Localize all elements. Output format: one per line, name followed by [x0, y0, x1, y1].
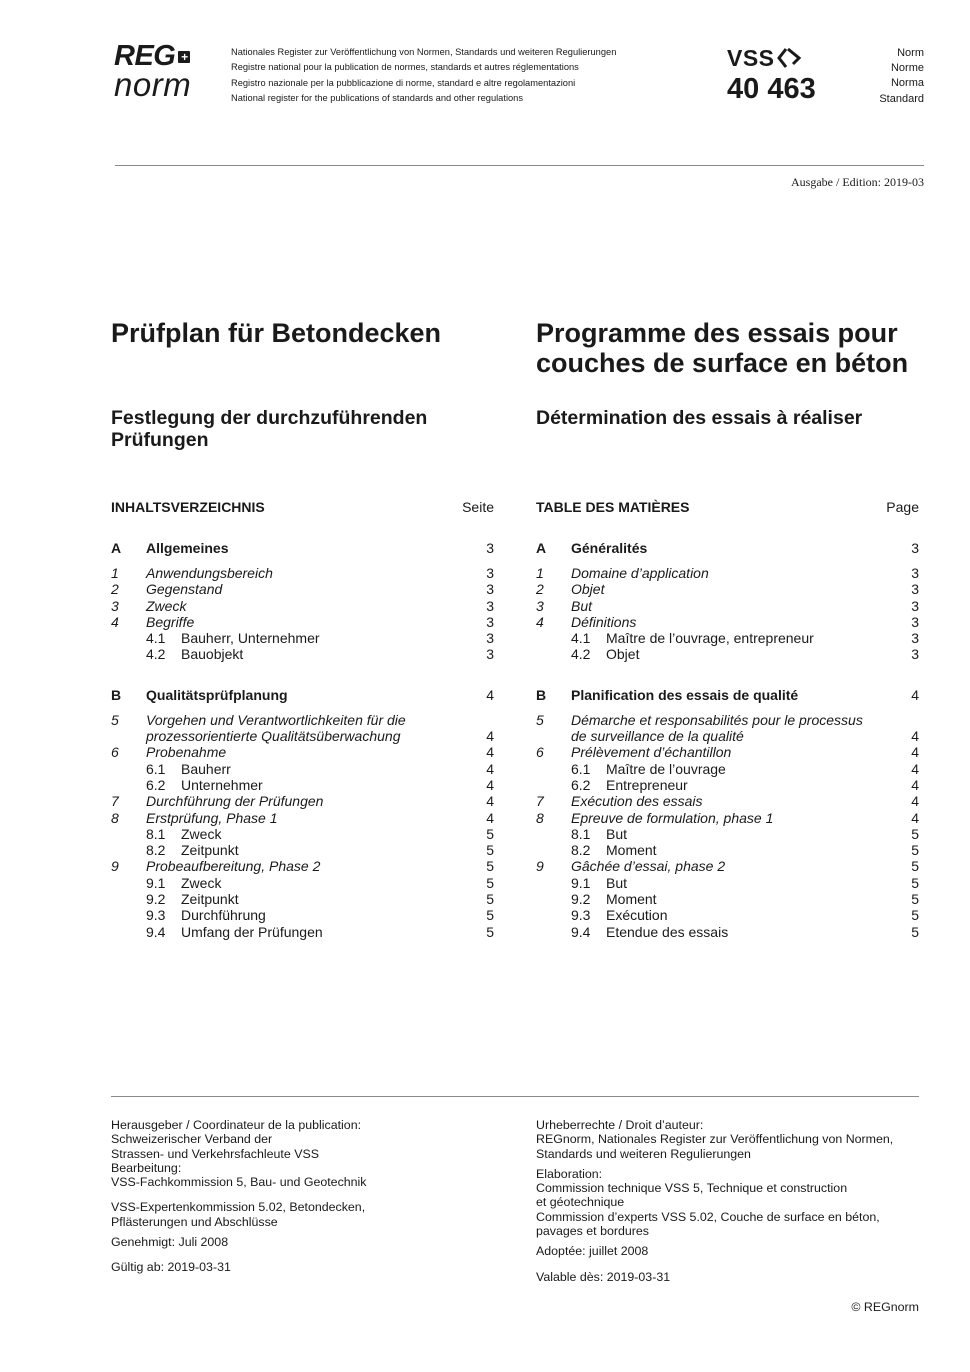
subitem-label: Bauherr [181, 760, 231, 777]
item-number: 2 [111, 581, 119, 598]
register-line: Registre national pour la publication de normes, standards et autres réglementations [231, 62, 579, 73]
regnorm-logo [114, 40, 214, 103]
logo-reg-text: REG [114, 40, 176, 72]
subitem-label: Zweck [181, 874, 222, 891]
copyright-line: REGnorm, Nationales Register zur Veröffentlichung von Normen, [536, 1132, 894, 1147]
item-label: prozessorientierte Qualitätsüberwachung [146, 728, 401, 745]
item-label: de surveillance de la qualité [571, 728, 744, 745]
subtitle-de-line: Festlegung der durchzuführenden [111, 407, 428, 429]
subitem-label: Entrepreneur [606, 776, 688, 793]
subitem-label: Maître de l’ouvrage [606, 760, 726, 777]
subitem-number: 9.3 [571, 907, 591, 924]
item-number: 5 [536, 711, 544, 728]
toc-item[interactable] [111, 744, 494, 760]
subitem-number: 4.1 [146, 630, 166, 647]
toc-subitem[interactable] [536, 826, 919, 842]
item-label: Zweck [146, 597, 187, 614]
subitem-label: Unternehmer [181, 776, 263, 793]
subitem-number: 4.1 [571, 630, 591, 647]
page-number: 4 [486, 760, 494, 777]
page-number: 3 [486, 581, 494, 598]
subitem-number: 9.2 [571, 891, 591, 908]
toc-item[interactable] [111, 598, 494, 614]
toc-item[interactable] [111, 858, 494, 874]
item-number: 3 [111, 597, 119, 614]
item-number: 8 [536, 809, 544, 826]
page-number: 3 [486, 565, 494, 581]
item-number: 8 [111, 809, 119, 826]
toc-subitem[interactable] [111, 842, 494, 858]
toc-item[interactable] [111, 614, 494, 630]
vss-logo-text: VSS [727, 45, 775, 71]
toc-subitem[interactable] [111, 826, 494, 842]
item-number: 4 [111, 613, 119, 630]
vss-logo [727, 45, 816, 71]
title-fr-line: couches de surface en béton [536, 348, 909, 378]
subitem-number: 9.3 [146, 907, 166, 924]
item-number: 9 [111, 858, 119, 875]
processing-label: Bearbeitung: [111, 1160, 182, 1175]
item-number: 3 [536, 597, 544, 614]
copyright-label: Urheberrechte / Droit d’auteur: [536, 1118, 704, 1132]
page-number: 5 [911, 858, 919, 875]
subitem-number: 4.2 [146, 646, 166, 663]
norm-type-labels [879, 46, 924, 107]
toc-header [536, 499, 919, 516]
page-number: 4 [911, 793, 919, 810]
item-number: 7 [536, 793, 544, 810]
item-number: 7 [111, 793, 119, 810]
page-number: 4 [911, 744, 919, 761]
toc-item[interactable] [536, 793, 919, 809]
subitem-label: Zweck [181, 825, 222, 842]
page-number: 3 [486, 613, 494, 630]
toc-subitem[interactable] [111, 891, 494, 907]
subitem-label: Objet [606, 646, 640, 663]
subitem-number: 8.2 [146, 842, 166, 859]
title-de: Prüfplan für Betondecken [111, 318, 442, 348]
toc-section-b[interactable] [536, 687, 919, 704]
page-number: 5 [911, 874, 919, 891]
section-letter: B [111, 686, 122, 703]
page-number: 3 [911, 646, 919, 663]
edition-label: Ausgabe / Edition: 2019-03 [791, 175, 924, 189]
toc-section-a[interactable] [111, 540, 494, 557]
publisher-line: Schweizerischer Verband der [111, 1132, 273, 1147]
toc-item[interactable] [536, 858, 919, 874]
page-number: 3 [911, 630, 919, 647]
toc-subitem[interactable] [536, 630, 919, 646]
toc-subitem[interactable] [536, 875, 919, 891]
subitem-number: 9.1 [146, 874, 166, 891]
toc-subitem[interactable] [536, 777, 919, 793]
item-number: 6 [536, 744, 544, 761]
item-label: Domaine d’application [571, 565, 709, 581]
page-number: 4 [486, 809, 494, 826]
toc-section-b[interactable] [111, 687, 494, 704]
subitem-number: 6.2 [146, 776, 166, 793]
subitem-number: 9.4 [571, 923, 591, 940]
page-number: 5 [486, 891, 494, 908]
section-letter: A [111, 540, 122, 556]
swiss-cross-icon: + [178, 51, 190, 63]
subitem-number: 4.2 [571, 646, 591, 663]
subitem-label: Zeitpunkt [181, 842, 239, 859]
page-number: 5 [911, 842, 919, 859]
item-number: 9 [536, 858, 544, 875]
item-number: 5 [111, 711, 119, 728]
item-number: 6 [111, 744, 119, 761]
subitem-number: 9.4 [146, 923, 166, 940]
page-number: 5 [486, 842, 494, 859]
register-line: National register for the publications of standards and other regulations [231, 92, 523, 103]
publisher-label: Herausgeber / Coordinateur de la publication: [111, 1118, 362, 1132]
subitem-number: 6.1 [146, 760, 166, 777]
subtitle-de [111, 407, 427, 451]
subitem-label: Umfang der Prüfungen [181, 923, 323, 940]
title-fr-line: Programme des essais pour [536, 318, 898, 348]
subitem-label: Moment [606, 891, 657, 908]
page-number: 4 [486, 728, 494, 745]
processing-line: VSS-Fachkommission 5, Bau- und Geotechnik [111, 1175, 367, 1190]
title-fr [536, 318, 908, 378]
header-divider [115, 165, 924, 166]
toc-item[interactable] [111, 565, 494, 581]
page-number: 3 [486, 630, 494, 647]
item-number: 2 [536, 581, 544, 598]
section-letter: B [536, 686, 547, 703]
approved-date: Genehmigt: Juli 2008 [111, 1235, 229, 1250]
elaboration-label: Elaboration: [536, 1166, 603, 1181]
toc-subitem[interactable] [536, 761, 919, 777]
footer-left [111, 1118, 501, 1275]
page-number: 4 [911, 728, 919, 745]
toc-subitem[interactable] [111, 907, 494, 923]
subitem-label: Bauherr, Unternehmer [181, 630, 320, 647]
toc-subitem[interactable] [536, 891, 919, 907]
subtitle-de-line: Prüfungen [111, 429, 209, 451]
valid-date: Gültig ab: 2019-03-31 [111, 1260, 231, 1275]
toc-item[interactable] [111, 712, 494, 728]
elaboration-line: et géotechnique [536, 1195, 625, 1210]
footer-right [536, 1118, 926, 1284]
toc-section-a[interactable] [536, 540, 919, 557]
toc-subitem[interactable] [111, 924, 494, 940]
section-label: Qualitätsprüfplanung [146, 686, 288, 703]
toc-subitem[interactable] [111, 630, 494, 646]
subitem-label: Moment [606, 842, 657, 859]
toc-item[interactable] [536, 581, 919, 597]
valid-date: Valable dès: 2019-03-31 [536, 1269, 671, 1284]
item-label: Erstprüfung, Phase 1 [146, 809, 278, 826]
item-label: Exécution des essais [571, 793, 703, 810]
toc-item[interactable] [111, 793, 494, 809]
page-number: 4 [486, 793, 494, 810]
norm-word: Norma [890, 77, 924, 90]
page-number: 5 [486, 825, 494, 842]
copyright-mark: © REGnorm [851, 1300, 919, 1314]
subitem-number: 6.2 [571, 776, 591, 793]
elaboration-line: Commission d’experts VSS 5.02, Couche de surface en béton, [536, 1209, 880, 1224]
page-number: 3 [911, 613, 919, 630]
logo-norm-text: norm [114, 66, 192, 103]
page-number: 3 [911, 565, 919, 581]
toc-item[interactable] [111, 810, 494, 826]
vss-block [727, 45, 816, 105]
toc-fr [536, 499, 919, 940]
subitem-number: 8.1 [571, 825, 591, 842]
toc-subitem[interactable] [536, 842, 919, 858]
toc-subitem[interactable] [111, 875, 494, 891]
toc-item-continuation[interactable] [536, 728, 919, 744]
subitem-number: 9.1 [571, 874, 591, 891]
toc-item[interactable] [536, 565, 919, 581]
page-number: 5 [911, 907, 919, 924]
page-number: 5 [486, 923, 494, 940]
section-label: Allgemeines [146, 540, 229, 556]
subitem-label: Durchführung [181, 907, 266, 924]
subitem-number: 6.1 [571, 760, 591, 777]
subitem-number: 9.2 [146, 891, 166, 908]
page-number: 3 [486, 540, 494, 556]
item-number: 1 [111, 565, 119, 581]
norm-word: Norme [890, 62, 924, 75]
page-number: 5 [911, 923, 919, 940]
item-label: Begriffe [146, 613, 195, 630]
item-label: Démarche et responsabilités pour le processus [571, 711, 863, 728]
page-number: 4 [911, 809, 919, 826]
page-number: 3 [911, 581, 919, 598]
toc-subitem[interactable] [111, 646, 494, 662]
item-label: Probeaufbereitung, Phase 2 [146, 858, 321, 875]
toc-item[interactable] [536, 614, 919, 630]
toc-header [111, 499, 494, 516]
toc-page-label: Page [886, 499, 919, 515]
page-number: 3 [486, 597, 494, 614]
norm-word: Standard [879, 92, 924, 105]
toc-subitem[interactable] [536, 646, 919, 662]
publisher-line: Strassen- und Verkehrsfachleute VSS [111, 1146, 320, 1161]
item-label: Objet [571, 581, 605, 598]
page-number: 4 [486, 776, 494, 793]
item-label: Vorgehen und Verantwortlichkeiten für die [146, 711, 406, 728]
toc-subitem[interactable] [111, 761, 494, 777]
page-number: 5 [911, 891, 919, 908]
subitem-label: Bauobjekt [181, 646, 244, 663]
vss-arrows-icon [777, 47, 803, 69]
page-number: 3 [486, 646, 494, 663]
toc-title: TABLE DES MATIÈRES [536, 499, 690, 515]
norm-word: Norm [897, 47, 924, 59]
page-number: 5 [486, 874, 494, 891]
subitem-label: But [606, 874, 628, 891]
toc-item[interactable] [536, 744, 919, 760]
section-label: Planification des essais de qualité [571, 686, 799, 703]
subitem-label: Maître de l’ouvrage, entrepreneur [606, 630, 814, 647]
toc-title: INHALTSVERZEICHNIS [111, 499, 265, 515]
item-label: Gegenstand [146, 581, 223, 598]
copyright-line: Standards und weiteren Regulierungen [536, 1146, 751, 1161]
subitem-label: Etendue des essais [606, 923, 729, 940]
item-label: Probenahme [146, 744, 227, 761]
page-number: 3 [911, 540, 919, 556]
toc-de [111, 499, 494, 940]
page-number: 4 [911, 760, 919, 777]
adopted-date: Adoptée: juillet 2008 [536, 1244, 649, 1259]
subitem-label: Exécution [606, 907, 668, 924]
toc-subitem[interactable] [111, 777, 494, 793]
subitem-label: Zeitpunkt [181, 891, 239, 908]
toc-subitem[interactable] [536, 924, 919, 940]
standard-number: 40 463 [727, 73, 816, 105]
page-number: 4 [911, 686, 919, 703]
subitem-number: 8.1 [146, 825, 166, 842]
footer-divider [111, 1096, 919, 1097]
item-label: Anwendungsbereich [146, 565, 273, 581]
item-label: Epreuve de formulation, phase 1 [571, 809, 774, 826]
page-number: 4 [486, 744, 494, 761]
expert-line: Pflästerungen und Abschlüsse [111, 1214, 278, 1229]
page-number: 3 [911, 597, 919, 614]
section-letter: A [536, 540, 547, 556]
toc-subitem[interactable] [536, 907, 919, 923]
page-number: 5 [486, 858, 494, 875]
elaboration-line: Commission technique VSS 5, Technique et construction [536, 1181, 848, 1196]
item-number: 4 [536, 613, 544, 630]
page-number: 5 [486, 907, 494, 924]
subtitle-fr: Détermination des essais à réaliser [536, 407, 863, 429]
section-label: Généralités [571, 540, 648, 556]
elaboration-line: pavages et bordures [536, 1224, 649, 1239]
toc-page-label: Seite [462, 499, 494, 515]
item-label: Durchführung der Prüfungen [146, 793, 324, 810]
toc-item[interactable] [536, 810, 919, 826]
item-label: Prélèvement d’échantillon [571, 744, 732, 761]
page-number: 5 [911, 825, 919, 842]
toc-item[interactable] [536, 712, 919, 728]
subitem-number: 8.2 [571, 842, 591, 859]
page-number: 4 [486, 686, 494, 703]
expert-line: VSS-Expertenkommission 5.02, Betondecken, [111, 1200, 366, 1215]
item-number: 1 [536, 565, 544, 581]
item-label: Définitions [571, 613, 637, 630]
register-line: Registro nazionale per la pubblicazione di norme, standard e altre regolamentazioni [231, 77, 576, 88]
register-line: Nationales Register zur Veröffentlichung von Normen, Standards und weiteren Regulierungen [231, 47, 617, 57]
toc-item[interactable] [536, 598, 919, 614]
toc-item[interactable] [111, 581, 494, 597]
register-description [231, 45, 616, 106]
toc-item-continuation[interactable] [111, 728, 494, 744]
item-label: Gâchée d’essai, phase 2 [571, 858, 726, 875]
subitem-label: But [606, 825, 628, 842]
item-label: But [571, 597, 593, 614]
page-number: 4 [911, 776, 919, 793]
